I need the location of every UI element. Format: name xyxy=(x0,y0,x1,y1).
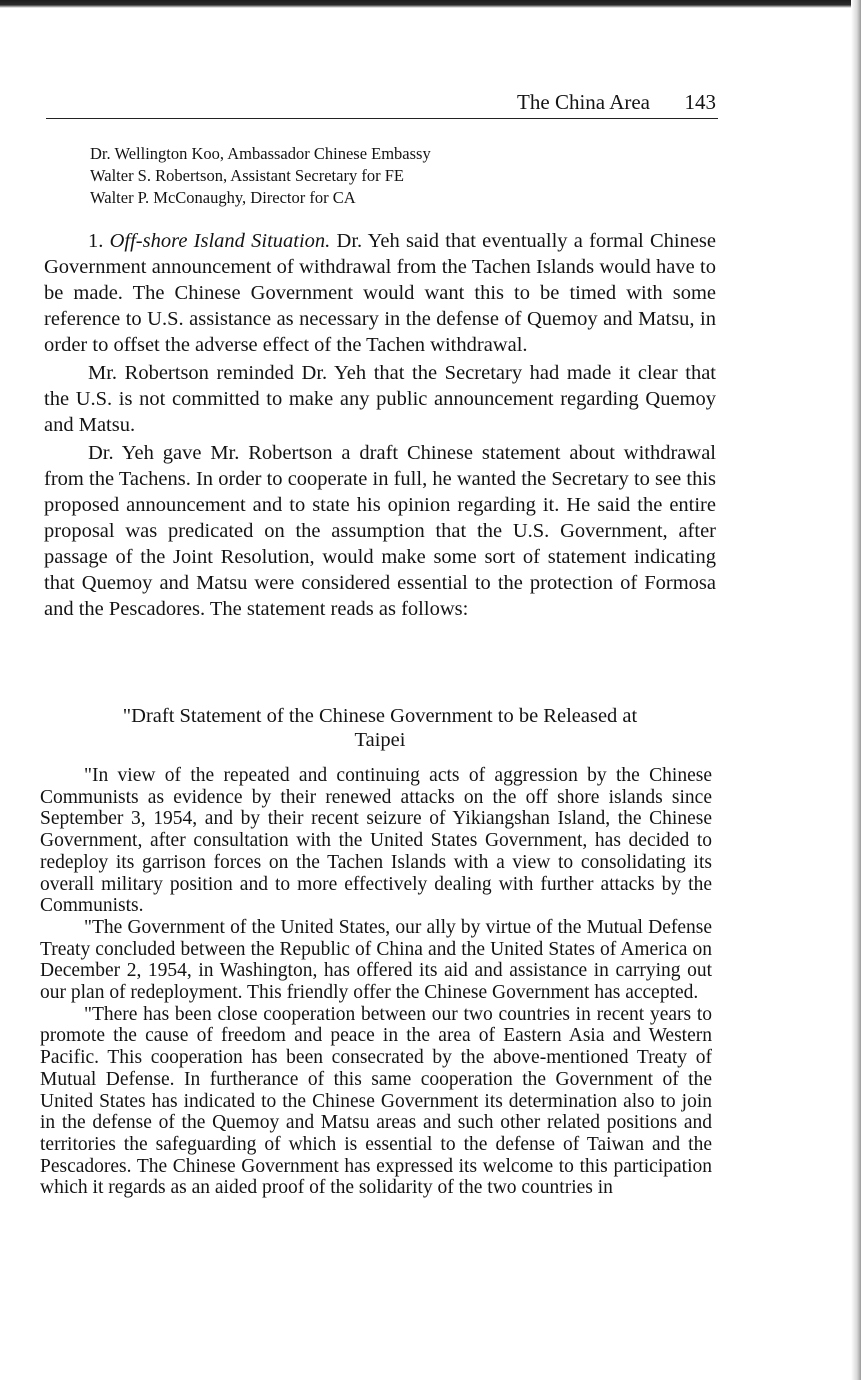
header-title: The China Area xyxy=(517,90,650,114)
statement-title-line: "Draft Statement of the Chinese Government to be Released at xyxy=(122,705,638,727)
paragraph-robertson: Mr. Robertson reminded Dr. Yeh that the Secretary had made it clear that the U.S. is not committed to make any public announcement regarding Quemoy and Matsu. xyxy=(44,362,716,436)
statement-paragraph: "In view of the repeated and continuing acts of aggression by the Chinese Communists as evidence by their renewed attacks on the off shore islands since September 3, 1954, and by their recent seizure of Yikiangshan Island, the Chinese Government, after consultation with the United States Government, has decided to redeploy its garrison forces on the Tachen Islands with a view to consolidating its overall military position and to more effectively dealing with further attacks by the Communists. xyxy=(40,765,712,917)
statement-paragraph: "The Government of the United States, our ally by virtue of the Mutual Defense Treaty concluded between the Republic of China and the United States of America on December 2, 1954, in Washington, has offered its aid and assistance in carrying out our plan of redeployment. This friendly offer the Chinese Government has accepted. xyxy=(40,916,712,1004)
scan-top-edge xyxy=(0,0,861,8)
statement-title-line: Taipei xyxy=(354,729,406,751)
paragraph-draft-statement: Dr. Yeh gave Mr. Robertson a draft Chinese statement about withdrawal from the Tachens. In order to cooperate in full, he wanted the Secretary to see this proposed announcement and to state his opinion regarding it. He said the entire proposal was predicated on the assumption that the U.S. Government, after passage of the Joint Resolution, would make some sort of statement indicating that Quemoy and Matsu were considered essential to the protection of Formosa and the Pescadores. The statement reads as follows: xyxy=(44,442,716,620)
scan-right-edge xyxy=(851,0,861,1380)
statement-paragraph: "There has been close cooperation between our two countries in recent years to promote the cause of freedom and peace in the area of Eastern Asia and Western Pacific. This cooperation has been consecrated by the above-mentioned Treaty of Mutual Defense. In furtherance of this same cooperation the Government of the United States has indicated to the Chinese Government its determination also to join in the defense of the Quemoy and Matsu areas and such other related positions and territories the safeguarding of which is essential to the defense of Taiwan and the Pescadores. The Chinese Government has expressed its welcome to this participation which it regards as an aided proof of the solidarity of the two countries in xyxy=(40,1003,712,1199)
statement-title xyxy=(44,704,716,752)
attendee-line: Dr. Wellington Koo, Ambassador Chinese Embassy xyxy=(90,144,431,163)
memo-body xyxy=(44,228,716,624)
paragraph-text: Dr. Yeh said that eventually a formal Chinese Government announcement of withdrawal from the Tachen Islands would have to be made. The Chinese Government would want this to be timed with some reference to U.S. assistance as necessary in the defense of Quemoy and Matsu, in order to offset the adverse effect of the Tachen withdrawal. xyxy=(44,230,717,356)
attendee-line: Walter S. Robertson, Assistant Secretary for FE xyxy=(90,166,404,185)
statement-text xyxy=(40,765,712,1199)
attendee-line: Walter P. McConaughy, Director for CA xyxy=(90,188,356,207)
page-number: 143 xyxy=(684,90,716,114)
running-header xyxy=(46,88,718,119)
item-number: 1. xyxy=(88,230,104,252)
paragraph-offshore-island xyxy=(44,228,716,358)
item-heading: Off-shore Island Situation. xyxy=(109,230,331,252)
attendee-list xyxy=(90,143,431,209)
